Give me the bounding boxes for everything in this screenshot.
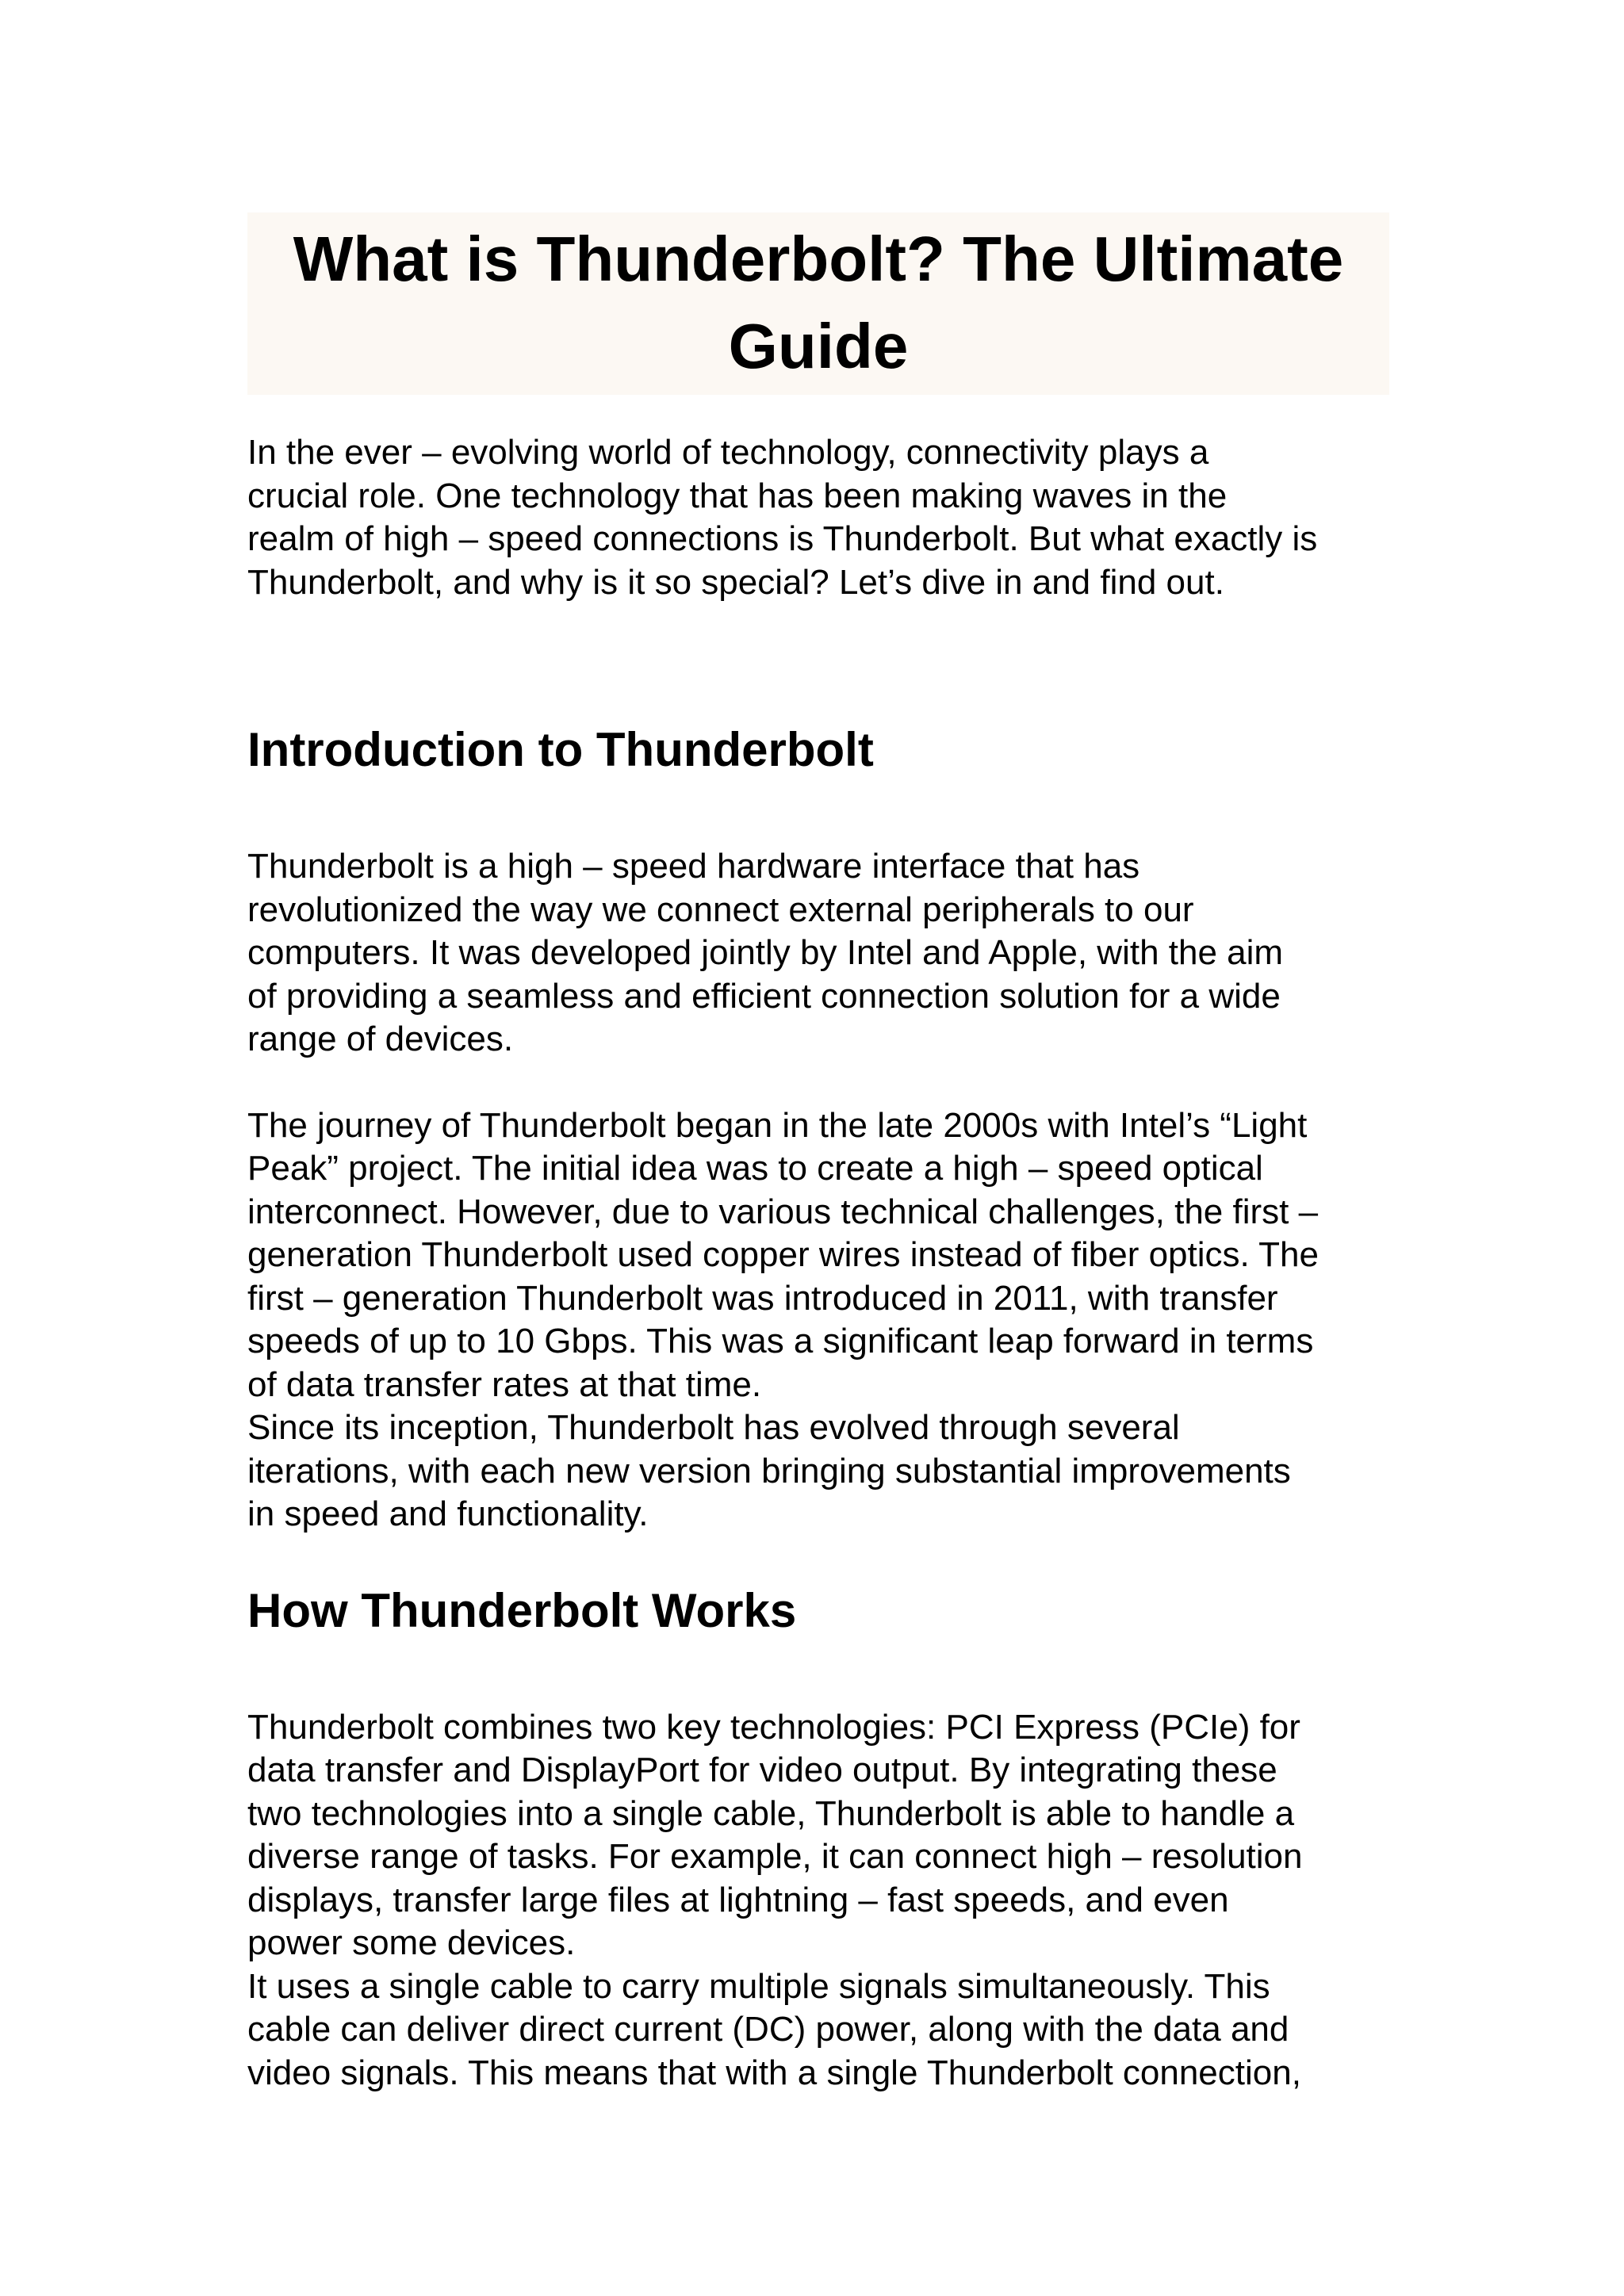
section-heading-how-it-works: How Thunderbolt Works — [247, 1583, 797, 1637]
title-banner — [247, 212, 1389, 395]
section-paragraph: Thunderbolt is a high – speed hardware interface that has revolutionized the way we connect external peripherals to our computers. It was developed jointly by Intel and Apple, with the aim of providing a seamless and efficient connection solution for a wide range of devices. — [247, 847, 1284, 1058]
section-heading-introduction: Introduction to Thunderbolt — [247, 723, 874, 776]
section-paragraph: Thunderbolt combines two key technologies: PCI Express (PCIe) for data transfer and DisplayPort for video output. By integrating these two technologies into a single cable, Thunderbolt is able to handle a diverse range of tasks. For example, it can connect high – resolution displays, transfer large files at lightning – fast speeds, and even power some devices. It uses a single cable to carry multiple signals simultaneously. This cable can deliver direct current (DC) power, along with the data and video signals. This means that with a single Thunderbolt connection, — [247, 1707, 1303, 2092]
section-paragraph: The journey of Thunderbolt began in the late 2000s with Intel’s “Light Peak” project. The initial idea was to create a high – speed optical interconnect. However, due to various technical challenges, the first – generation Thunderbolt used copper wires instead of fiber optics. The first – generation Thunderbolt was introduced in 2011, with transfer speeds of up to 10 Gbps. This was a significant leap forward in terms of data transfer rates at that time. Since its inception, Thunderbolt has evolved through several iterations, with each new version bringing substantial improvements in speed and functionality. — [247, 1105, 1319, 1533]
page-title: What is Thunderbolt? The Ultimate Guide — [293, 224, 1344, 381]
document-page — [247, 212, 1389, 2095]
intro-paragraph: In the ever – evolving world of technology, connectivity plays a crucial role. One technology that has been making waves in the realm of high – speed connections is Thunderbolt. But what exactly is Thunderbolt, and why is it so special? Let’s dive in and find out. — [247, 433, 1318, 602]
